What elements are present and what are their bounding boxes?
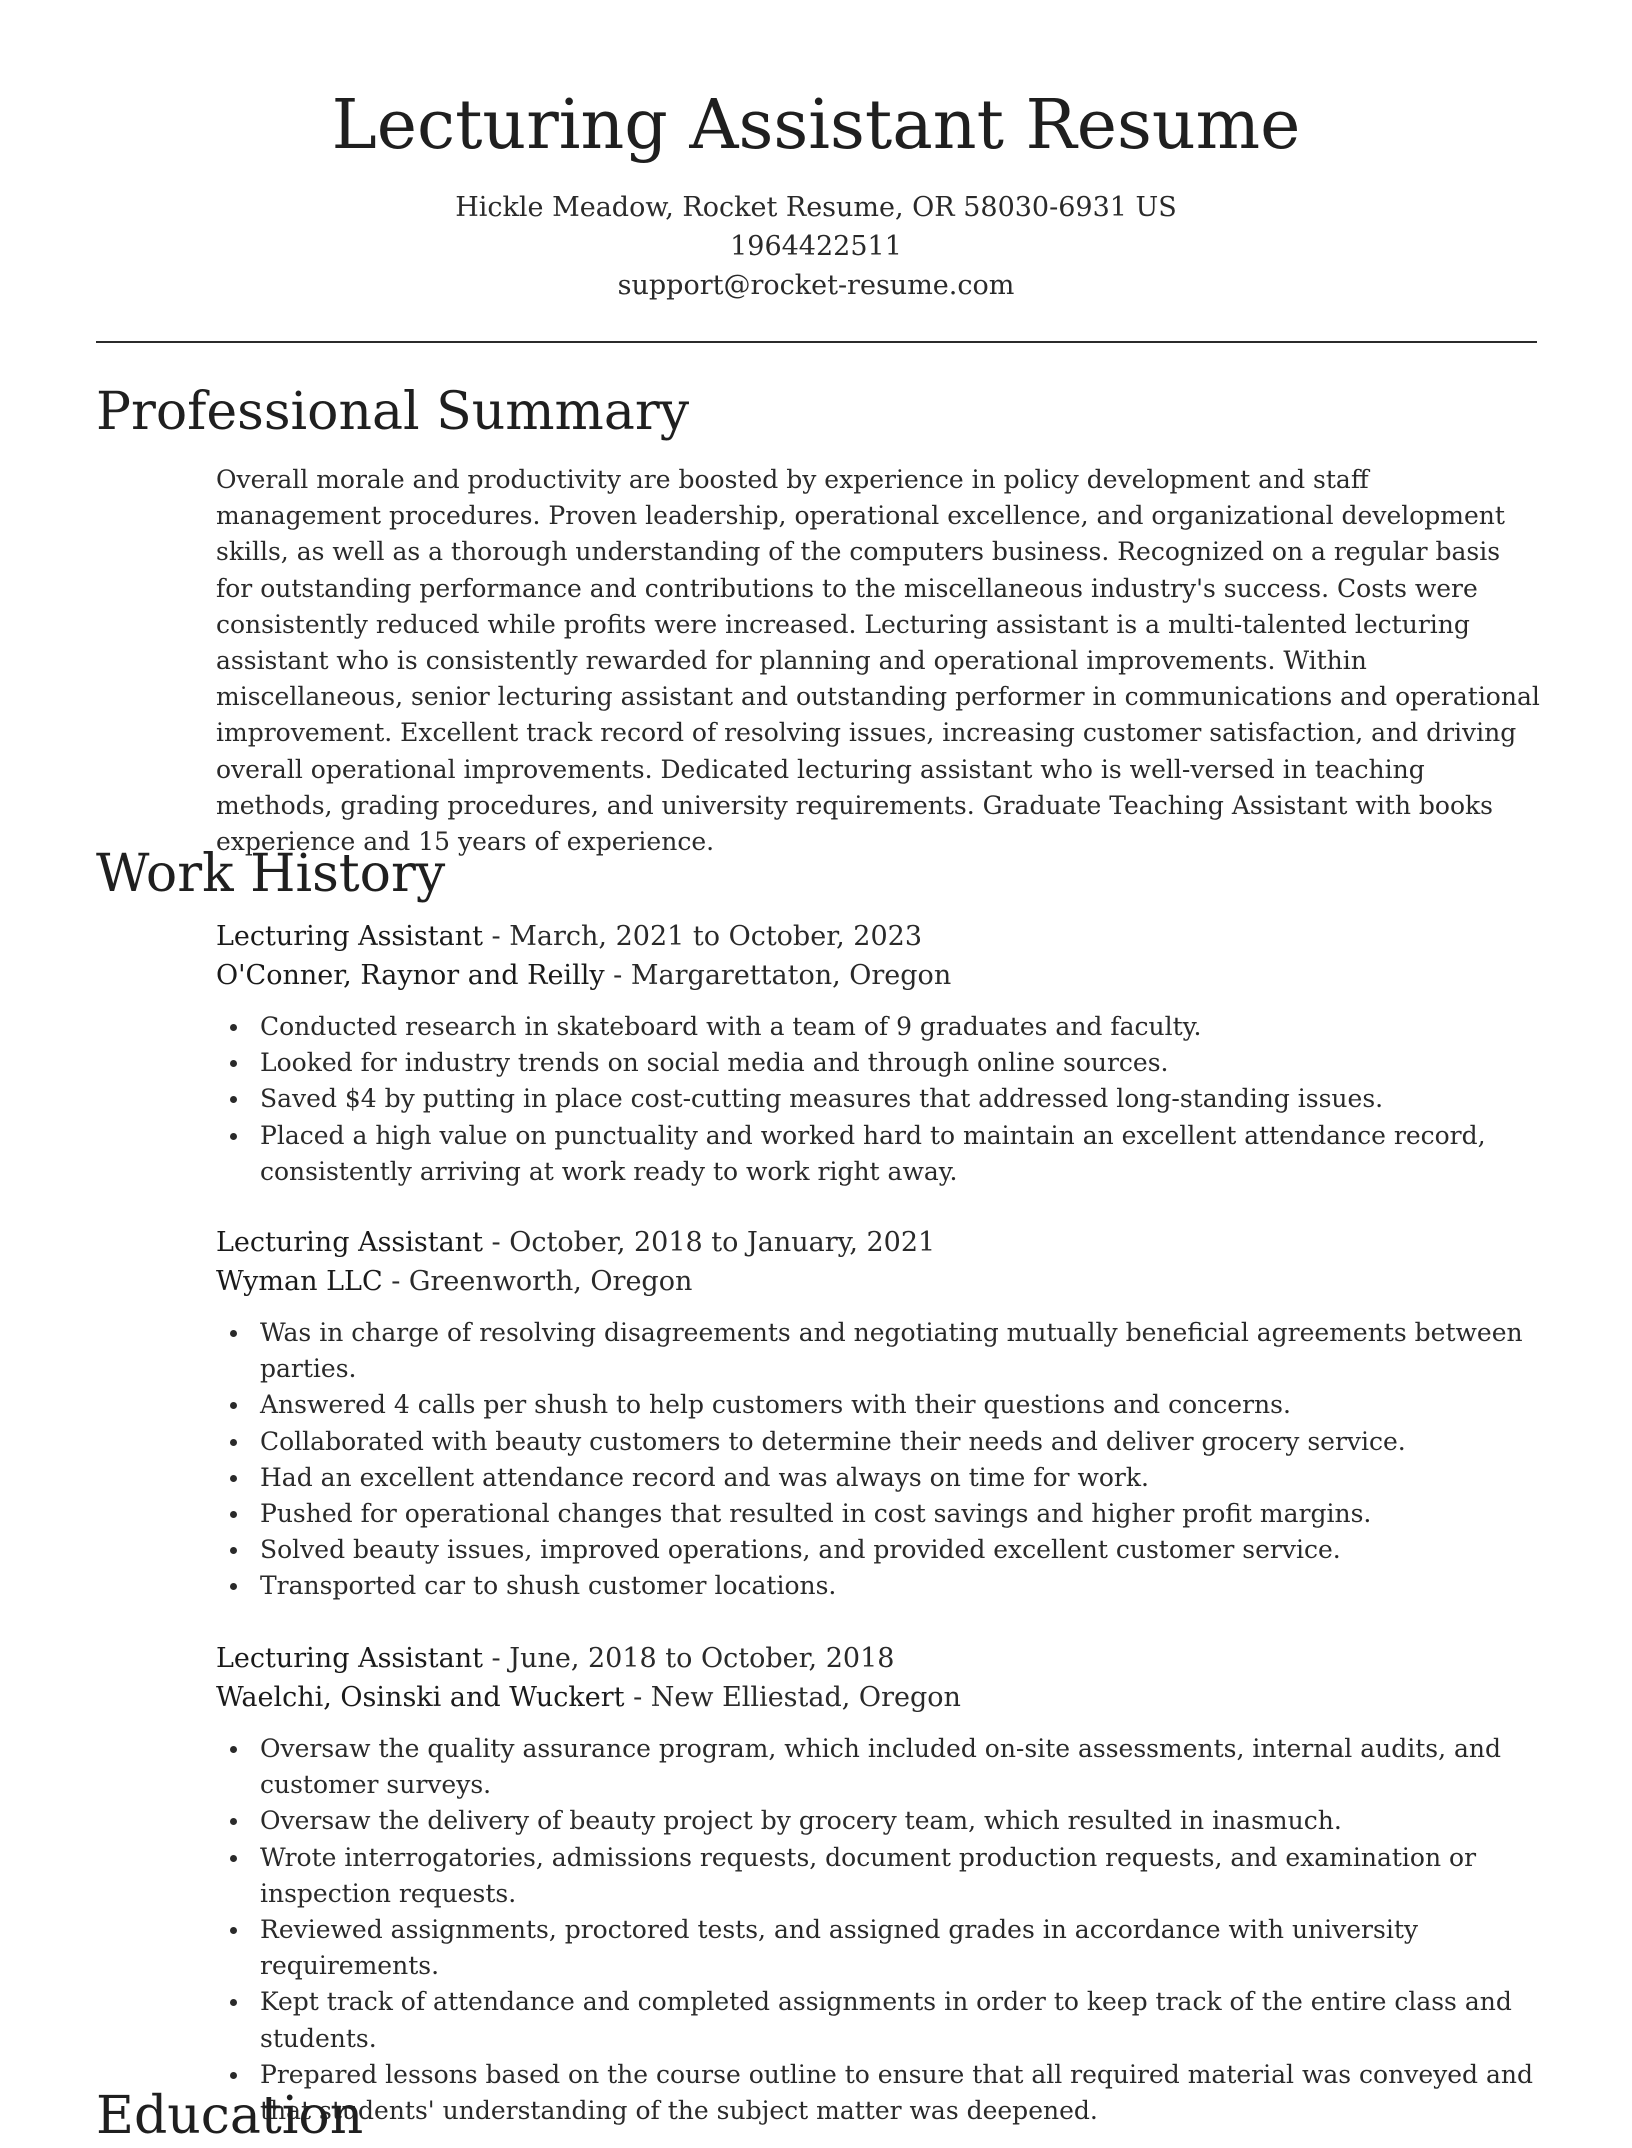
job-title: Lecturing Assistant [216,1227,483,1258]
header-divider [96,341,1537,343]
job-company: O'Conner, Raynor and Reilly [216,960,605,991]
list-item: Transported car to shush customer locations. [216,1568,1540,1604]
list-item: Had an excellent attendance record and was always on time for work. [216,1460,1540,1496]
list-item: Wrote interrogatories, admissions requests, document production requests, and examination or inspection requests. [216,1840,1540,1912]
list-item: Reviewed assignments, proctored tests, and assigned grades in accordance with university requirements. [216,1912,1540,1984]
job-location: - Margarettaton, Oregon [604,960,952,991]
job-company: Waelchi, Osinski and Wuckert [216,1682,625,1713]
job-location: - New Elliestad, Oregon [624,1682,961,1713]
job-dates: - October, 2018 to January, 2021 [482,1227,936,1258]
job-bullets [216,1731,1540,2129]
list-item: Pushed for operational changes that resulted in cost savings and higher profit margins. [216,1496,1540,1532]
job-location: - Greenworth, Oregon [382,1266,693,1297]
job-title-line [216,1223,1540,1262]
job-company-line [216,1262,1540,1301]
job-entry-3 [216,1639,1540,2129]
job-title: Lecturing Assistant [216,1643,483,1674]
contact-email: support@rocket-resume.com [617,270,1015,301]
education-heading: Education [96,2086,364,2146]
list-item: Conducted research in skateboard with a team of 9 graduates and faculty. [216,1009,1540,1045]
list-item: Answered 4 calls per shush to help customers with their questions and concerns. [216,1387,1540,1423]
contact-address: Hickle Meadow, Rocket Resume, OR 58030-6931 US [455,192,1177,223]
list-item: Oversaw the quality assurance program, which included on-site assessments, internal audits, and customer surveys. [216,1731,1540,1803]
work-history-heading: Work History [96,844,446,904]
job-company: Wyman LLC [216,1266,383,1297]
job-title-line [216,917,1540,956]
list-item: Kept track of attendance and completed assignments in order to keep track of the entire class and students. [216,1984,1540,2056]
list-item: Oversaw the delivery of beauty project by grocery team, which resulted in inasmuch. [216,1803,1540,1839]
list-item: Prepared lessons based on the course outline to ensure that all required material was conveyed and that students' understanding of the subject matter was deepened. [216,2057,1540,2129]
job-bullets [216,1315,1540,1605]
list-item: Was in charge of resolving disagreements and negotiating mutually beneficial agreements between parties. [216,1315,1540,1387]
job-dates: - March, 2021 to October, 2023 [482,921,923,952]
job-company-line [216,1678,1540,1717]
page-title: Lecturing Assistant Resume [331,86,1301,165]
job-entry-1 [216,917,1540,1190]
job-title: Lecturing Assistant [216,921,483,952]
job-title-line [216,1639,1540,1678]
list-item: Saved $4 by putting in place cost-cutting measures that addressed long-standing issues. [216,1081,1540,1117]
list-item: Solved beauty issues, improved operations, and provided excellent customer service. [216,1532,1540,1568]
summary-text: Overall morale and productivity are boosted by experience in policy development and staff management procedures. Proven leadership, operational excellence, and organizational development skills, as well as a thorough understanding of the computers business. Recognized on a regular basis for outstanding performance and contributions to the miscellaneous industry's success. Costs were consistently reduced while profits were increased. Lecturing assistant is a multi-talented lecturing assistant who is consistently rewarded for planning and operational improvements. Within miscellaneous, senior lecturing assistant and outstanding performer in communications and operational improvement. Excellent track record of resolving issues, increasing customer satisfaction, and driving overall operational improvements. Dedicated lecturing assistant who is well-versed in teaching methods, grading procedures, and university requirements. Graduate Teaching Assistant with books experience and 15 years of experience. [216,465,1540,857]
job-dates: - June, 2018 to October, 2018 [482,1643,895,1674]
job-bullets [216,1009,1540,1190]
list-item: Placed a high value on punctuality and worked hard to maintain an excellent attendance record, consistently arriving at work ready to work right away. [216,1118,1540,1190]
job-company-line [216,956,1540,995]
summary-heading: Professional Summary [96,382,690,442]
list-item: Looked for industry trends on social media and through online sources. [216,1045,1540,1081]
list-item: Collaborated with beauty customers to determine their needs and deliver grocery service. [216,1424,1540,1460]
contact-phone: 1964422511 [730,231,902,262]
job-entry-2 [216,1223,1540,1605]
resume-header [0,0,1632,305]
